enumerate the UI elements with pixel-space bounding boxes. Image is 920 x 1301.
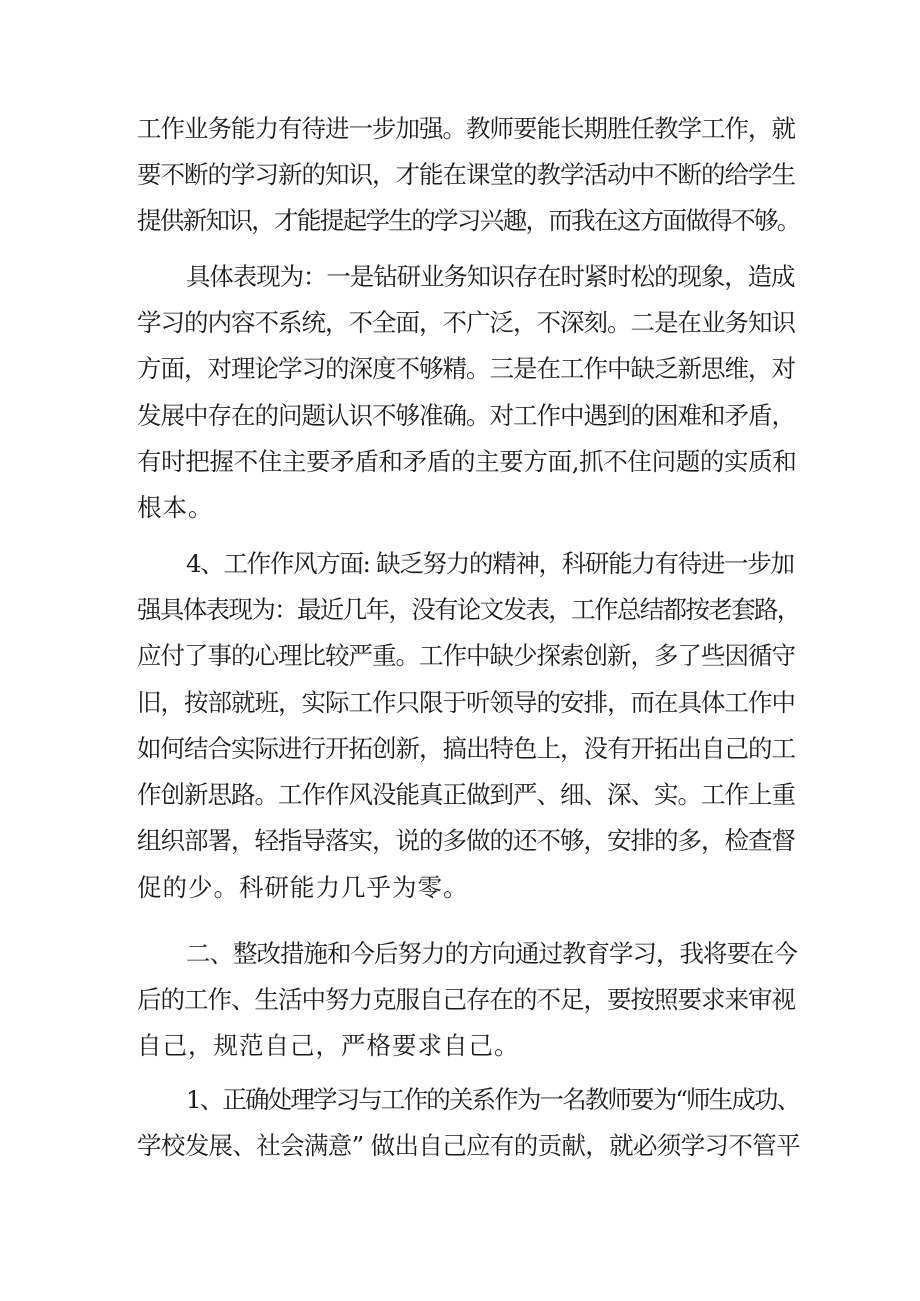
text-line: 学习的内容不系统，不全面，不广泛，不深刻。二是在业务知识 [137, 308, 795, 337]
text-line: 发展中存在的问题认识不够准确。对工作中遇到的困难和矛盾， [137, 401, 795, 430]
text-line: 4、工作作风方面: 缺乏努力的精神，科研能力有待进一步加 [186, 549, 794, 578]
text-line: 促的少。科研能力几乎为零。 [137, 873, 469, 902]
text-line: 应付了事的心理比较严重。工作中缺少探索创新，多了些因循守 [137, 641, 795, 670]
text-line: 要不断的学习新的知识，才能在课堂的教学活动中不断的给学生 [137, 160, 795, 189]
text-line: 旧，按部就班，实际工作只限于听领导的安排，而在具体工作中 [137, 688, 795, 717]
text-line: 作创新思路。工作作风没能真正做到严、细、深、实。工作上重 [137, 780, 795, 809]
text-line: 组织部署，轻指导落实，说的多做的还不够，安排的多，检查督 [137, 826, 795, 855]
text-line: 1、正确处理学习与工作的关系作为一名教师要为“师生成功、 [186, 1085, 800, 1114]
text-line: 如何结合实际进行开拓创新，搞出特色上，没有开拓出自己的工 [137, 734, 795, 763]
text-line: 提供新知识，才能提起学生的学习兴趣，而我在这方面做得不够。 [137, 206, 800, 235]
text-line: 自己，规范自己，严格要求自己。 [137, 1031, 520, 1060]
text-line: 后的工作、生活中努力克服自己存在的不足，要按照要求来审视 [137, 985, 795, 1014]
text-line: 二、整改措施和今后努力的方向通过教育学习，我将要在今 [186, 939, 797, 968]
text-line: 具体表现为：一是钻研业务知识存在时紧时松的现象，造成 [186, 262, 795, 291]
text-line: 工作业务能力有待进一步加强。教师要能长期胜任教学工作，就 [137, 114, 795, 143]
text-line: 方面，对理论学习的深度不够精。三是在工作中缺乏新思维，对 [137, 354, 795, 383]
text-line: 学校发展、社会满意” 做出自己应有的贡献，就必须学习不管平 [137, 1131, 800, 1160]
text-line: 强具体表现为：最近几年，没有论文发表，工作总结都按老套路， [137, 595, 800, 624]
text-line: 根本。 [137, 493, 214, 522]
text-line: 有时把握不住主要矛盾和矛盾的主要方面,抓不住问题的实质和 [137, 447, 797, 476]
